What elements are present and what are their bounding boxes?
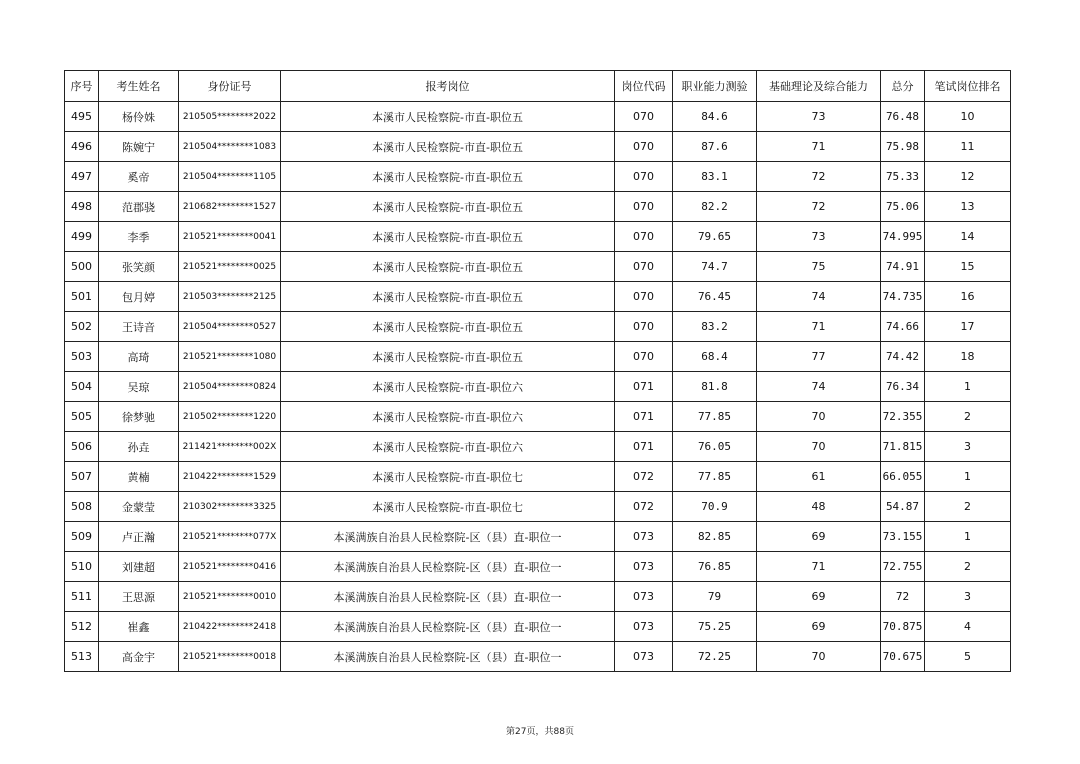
- table-cell: 70: [757, 432, 881, 462]
- table-cell: 506: [65, 432, 99, 462]
- table-cell: 69: [757, 582, 881, 612]
- table-cell: 210521********0041: [179, 222, 281, 252]
- table-cell: 本溪满族自治县人民检察院-区（县）直-职位一: [281, 642, 615, 672]
- column-header: 总分: [881, 71, 925, 102]
- table-cell: 073: [615, 642, 673, 672]
- table-cell: 本溪市人民检察院-市直-职位七: [281, 462, 615, 492]
- table-cell: 75: [757, 252, 881, 282]
- table-cell: 70.875: [881, 612, 925, 642]
- table-body: [65, 102, 1011, 672]
- table-cell: 070: [615, 282, 673, 312]
- table-row: [65, 522, 1011, 552]
- table-cell: 210521********0025: [179, 252, 281, 282]
- table-cell: 500: [65, 252, 99, 282]
- table-cell: 82.2: [673, 192, 757, 222]
- column-header: 笔试岗位排名: [925, 71, 1011, 102]
- table-cell: 崔鑫: [99, 612, 179, 642]
- table-cell: 本溪市人民检察院-市直-职位五: [281, 162, 615, 192]
- table-cell: 070: [615, 132, 673, 162]
- table-cell: 83.2: [673, 312, 757, 342]
- table-cell: 72.755: [881, 552, 925, 582]
- table-cell: 1: [925, 372, 1011, 402]
- table-cell: 75.33: [881, 162, 925, 192]
- table-cell: 210682********1527: [179, 192, 281, 222]
- table-cell: 孙垚: [99, 432, 179, 462]
- table-cell: 74.91: [881, 252, 925, 282]
- table-cell: 72.25: [673, 642, 757, 672]
- table-cell: 070: [615, 342, 673, 372]
- table-cell: 76.48: [881, 102, 925, 132]
- table-cell: 包月婷: [99, 282, 179, 312]
- table-row: [65, 252, 1011, 282]
- table-row: [65, 642, 1011, 672]
- table-cell: 83.1: [673, 162, 757, 192]
- table-cell: 74.66: [881, 312, 925, 342]
- table-cell: 75.25: [673, 612, 757, 642]
- table-cell: 李季: [99, 222, 179, 252]
- table-cell: 70.675: [881, 642, 925, 672]
- table-cell: 72: [757, 162, 881, 192]
- table-cell: 70: [757, 402, 881, 432]
- table-cell: 84.6: [673, 102, 757, 132]
- table-cell: 73.155: [881, 522, 925, 552]
- table-cell: 210521********0018: [179, 642, 281, 672]
- table-cell: 77.85: [673, 402, 757, 432]
- table-cell: 210504********0527: [179, 312, 281, 342]
- table-cell: 54.87: [881, 492, 925, 522]
- table-cell: 18: [925, 342, 1011, 372]
- table-cell: 74.42: [881, 342, 925, 372]
- results-table: [64, 70, 1011, 672]
- table-cell: 71.815: [881, 432, 925, 462]
- table-cell: 073: [615, 552, 673, 582]
- table-cell: 张笑颜: [99, 252, 179, 282]
- table-cell: 本溪满族自治县人民检察院-区（县）直-职位一: [281, 552, 615, 582]
- table-cell: 61: [757, 462, 881, 492]
- table-cell: 3: [925, 432, 1011, 462]
- table-cell: 72: [881, 582, 925, 612]
- table-row: [65, 612, 1011, 642]
- table-cell: 210521********0010: [179, 582, 281, 612]
- table-cell: 071: [615, 402, 673, 432]
- table-cell: 奚帝: [99, 162, 179, 192]
- table-row: [65, 132, 1011, 162]
- table-cell: 11: [925, 132, 1011, 162]
- column-header: 岗位代码: [615, 71, 673, 102]
- table-cell: 508: [65, 492, 99, 522]
- page-number: 第27页，共88页: [506, 727, 574, 737]
- table-cell: 72.355: [881, 402, 925, 432]
- table-row: [65, 462, 1011, 492]
- table-cell: 505: [65, 402, 99, 432]
- table-cell: 210503********2125: [179, 282, 281, 312]
- table-cell: 本溪满族自治县人民检察院-区（县）直-职位一: [281, 612, 615, 642]
- table-cell: 73: [757, 222, 881, 252]
- table-cell: 72: [757, 192, 881, 222]
- table-cell: 76.05: [673, 432, 757, 462]
- table-cell: 本溪满族自治县人民检察院-区（县）直-职位一: [281, 522, 615, 552]
- table-row: [65, 492, 1011, 522]
- table-cell: 12: [925, 162, 1011, 192]
- table-cell: 本溪市人民检察院-市直-职位六: [281, 432, 615, 462]
- table-cell: 210502********1220: [179, 402, 281, 432]
- table-cell: 070: [615, 102, 673, 132]
- column-header: 序号: [65, 71, 99, 102]
- table-cell: 本溪市人民检察院-市直-职位七: [281, 492, 615, 522]
- table-cell: 15: [925, 252, 1011, 282]
- table-row: [65, 372, 1011, 402]
- table-cell: 74.735: [881, 282, 925, 312]
- table-cell: 070: [615, 222, 673, 252]
- table-cell: 69: [757, 522, 881, 552]
- table-row: [65, 402, 1011, 432]
- table-cell: 210302********3325: [179, 492, 281, 522]
- table-cell: 82.85: [673, 522, 757, 552]
- table-cell: 070: [615, 312, 673, 342]
- table-cell: 本溪市人民检察院-市直-职位五: [281, 192, 615, 222]
- column-header: 身份证号: [179, 71, 281, 102]
- table-cell: 79.65: [673, 222, 757, 252]
- table-cell: 高金宇: [99, 642, 179, 672]
- column-header: 考生姓名: [99, 71, 179, 102]
- table-cell: 81.8: [673, 372, 757, 402]
- table-cell: 本溪市人民检察院-市直-职位五: [281, 282, 615, 312]
- table-cell: 2: [925, 402, 1011, 432]
- table-cell: 3: [925, 582, 1011, 612]
- table-cell: 16: [925, 282, 1011, 312]
- table-cell: 504: [65, 372, 99, 402]
- table-cell: 66.055: [881, 462, 925, 492]
- table-cell: 073: [615, 582, 673, 612]
- table-cell: 503: [65, 342, 99, 372]
- table-cell: 本溪市人民检察院-市直-职位五: [281, 102, 615, 132]
- table-cell: 071: [615, 432, 673, 462]
- table-row: [65, 222, 1011, 252]
- table-cell: 74: [757, 282, 881, 312]
- table-cell: 512: [65, 612, 99, 642]
- table-cell: 072: [615, 462, 673, 492]
- table-cell: 77: [757, 342, 881, 372]
- table-cell: 210504********1105: [179, 162, 281, 192]
- table-cell: 本溪市人民检察院-市直-职位五: [281, 222, 615, 252]
- table-cell: 徐梦驰: [99, 402, 179, 432]
- table-cell: 513: [65, 642, 99, 672]
- table-cell: 71: [757, 312, 881, 342]
- table-cell: 1: [925, 462, 1011, 492]
- table-row: [65, 552, 1011, 582]
- table-cell: 495: [65, 102, 99, 132]
- table-cell: 13: [925, 192, 1011, 222]
- table-cell: 75.98: [881, 132, 925, 162]
- table-cell: 073: [615, 522, 673, 552]
- table-cell: 070: [615, 162, 673, 192]
- table-cell: 76.85: [673, 552, 757, 582]
- table-cell: 71: [757, 552, 881, 582]
- results-table-container: [64, 70, 1010, 672]
- table-cell: 070: [615, 252, 673, 282]
- table-cell: 210521********1080: [179, 342, 281, 372]
- table-cell: 76.34: [881, 372, 925, 402]
- table-cell: 210422********1529: [179, 462, 281, 492]
- table-cell: 1: [925, 522, 1011, 552]
- column-header: 职业能力测验: [673, 71, 757, 102]
- table-cell: 69: [757, 612, 881, 642]
- table-cell: 210521********077X: [179, 522, 281, 552]
- table-row: [65, 102, 1011, 132]
- table-row: [65, 282, 1011, 312]
- table-cell: 10: [925, 102, 1011, 132]
- table-cell: 金蒙莹: [99, 492, 179, 522]
- table-cell: 073: [615, 612, 673, 642]
- table-cell: 70: [757, 642, 881, 672]
- table-cell: 本溪市人民检察院-市直-职位六: [281, 402, 615, 432]
- table-cell: 072: [615, 492, 673, 522]
- column-header: 基础理论及综合能力: [757, 71, 881, 102]
- table-cell: 74.7: [673, 252, 757, 282]
- table-row: [65, 162, 1011, 192]
- table-row: [65, 312, 1011, 342]
- table-cell: 2: [925, 492, 1011, 522]
- table-cell: 本溪市人民检察院-市直-职位五: [281, 132, 615, 162]
- table-cell: 071: [615, 372, 673, 402]
- table-cell: 刘建超: [99, 552, 179, 582]
- table-cell: 507: [65, 462, 99, 492]
- table-cell: 210521********0416: [179, 552, 281, 582]
- table-cell: 吴琼: [99, 372, 179, 402]
- table-cell: 210505********2022: [179, 102, 281, 132]
- table-cell: 509: [65, 522, 99, 552]
- table-cell: 4: [925, 612, 1011, 642]
- table-cell: 210422********2418: [179, 612, 281, 642]
- table-row: [65, 342, 1011, 372]
- table-cell: 杨伶姝: [99, 102, 179, 132]
- table-cell: 496: [65, 132, 99, 162]
- table-row: [65, 192, 1011, 222]
- table-cell: 王思源: [99, 582, 179, 612]
- table-cell: 75.06: [881, 192, 925, 222]
- table-cell: 本溪市人民检察院-市直-职位六: [281, 372, 615, 402]
- table-cell: 5: [925, 642, 1011, 672]
- table-cell: 14: [925, 222, 1011, 252]
- table-cell: 511: [65, 582, 99, 612]
- table-cell: 陈婉宁: [99, 132, 179, 162]
- table-cell: 76.45: [673, 282, 757, 312]
- table-cell: 510: [65, 552, 99, 582]
- table-row: [65, 432, 1011, 462]
- column-header: 报考岗位: [281, 71, 615, 102]
- table-cell: 本溪市人民检察院-市直-职位五: [281, 342, 615, 372]
- table-cell: 74.995: [881, 222, 925, 252]
- table-row: [65, 582, 1011, 612]
- table-cell: 501: [65, 282, 99, 312]
- table-cell: 48: [757, 492, 881, 522]
- table-cell: 范郡骁: [99, 192, 179, 222]
- table-cell: 本溪市人民检察院-市直-职位五: [281, 312, 615, 342]
- table-cell: 70.9: [673, 492, 757, 522]
- table-cell: 210504********1083: [179, 132, 281, 162]
- table-cell: 68.4: [673, 342, 757, 372]
- table-cell: 070: [615, 192, 673, 222]
- table-cell: 499: [65, 222, 99, 252]
- table-cell: 79: [673, 582, 757, 612]
- table-cell: 王诗音: [99, 312, 179, 342]
- table-cell: 498: [65, 192, 99, 222]
- table-cell: 卢正瀚: [99, 522, 179, 552]
- table-cell: 73: [757, 102, 881, 132]
- table-cell: 2: [925, 552, 1011, 582]
- table-cell: 黄楠: [99, 462, 179, 492]
- table-cell: 17: [925, 312, 1011, 342]
- table-cell: 211421********002X: [179, 432, 281, 462]
- table-cell: 74: [757, 372, 881, 402]
- table-cell: 77.85: [673, 462, 757, 492]
- table-cell: 497: [65, 162, 99, 192]
- table-cell: 71: [757, 132, 881, 162]
- table-header-row: [65, 71, 1011, 102]
- table-cell: 87.6: [673, 132, 757, 162]
- table-cell: 本溪市人民检察院-市直-职位五: [281, 252, 615, 282]
- table-cell: 本溪满族自治县人民检察院-区（县）直-职位一: [281, 582, 615, 612]
- table-cell: 210504********0824: [179, 372, 281, 402]
- table-cell: 502: [65, 312, 99, 342]
- table-cell: 高琦: [99, 342, 179, 372]
